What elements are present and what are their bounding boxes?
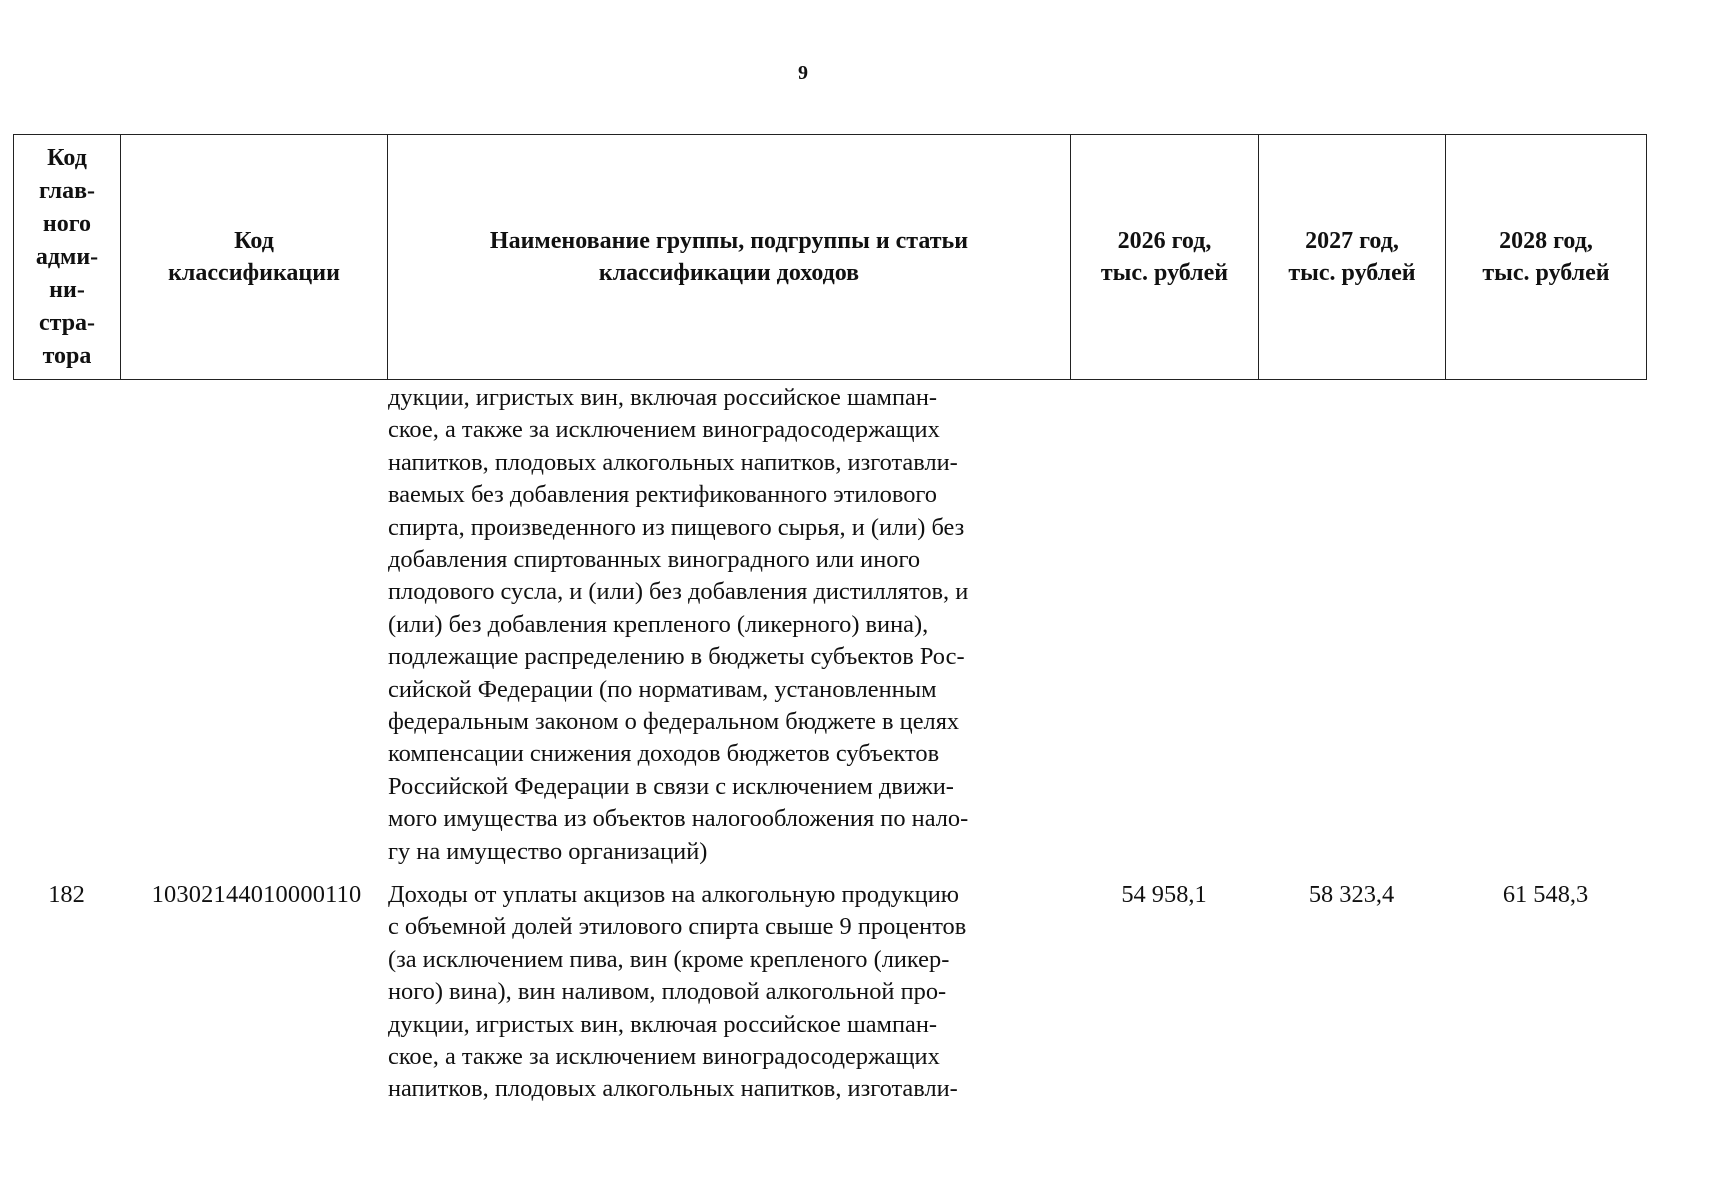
header-code-line: Код bbox=[234, 228, 274, 254]
description-line: мого имущества из объектов налогообложения по нало- bbox=[388, 805, 969, 833]
row-value-2026: 54 958,1 bbox=[1121, 881, 1207, 908]
header-2026-line: тыс. рублей bbox=[1100, 260, 1229, 286]
header-name bbox=[388, 135, 1071, 380]
continued-row-description bbox=[388, 382, 1078, 868]
description-line: ного) вина), вин наливом, плодовой алкогольной про- bbox=[388, 978, 947, 1006]
description-line: напитков, плодовых алкогольных напитков, изготавли- bbox=[388, 1075, 958, 1103]
header-admin-line: Код bbox=[47, 144, 87, 171]
description-line: дукции, игристых вин, включая российское шампан- bbox=[388, 1010, 938, 1038]
row-description bbox=[388, 879, 1078, 1106]
header-code-line: классификации bbox=[168, 260, 340, 286]
row-value-2027: 58 323,4 bbox=[1308, 881, 1395, 908]
header-2028-line: тыс. рублей bbox=[1482, 260, 1610, 286]
header-2026-line: 2026 год, bbox=[1117, 228, 1212, 254]
description-line: спирта, произведенного из пищевого сырья, и (или) без bbox=[388, 513, 965, 541]
description-line: подлежащие распределению в бюджеты субъектов Рос- bbox=[388, 643, 965, 671]
description-line: сийской Федерации (по нормативам, установленным bbox=[388, 675, 937, 703]
description-line: гу на имущество организаций) bbox=[388, 837, 708, 865]
description-line: Российской Федерации в связи с исключением движи- bbox=[388, 772, 954, 800]
description-line: ское, а также за исключением виноградосодержащих bbox=[388, 416, 940, 444]
header-admin-line: ни- bbox=[49, 276, 85, 303]
description-line: Доходы от уплаты акцизов на алкогольную продукцию bbox=[388, 881, 959, 908]
header-2027 bbox=[1259, 135, 1446, 380]
header-admin-line: тора bbox=[42, 342, 92, 369]
description-line: федеральным законом о федеральном бюджете в целях bbox=[388, 708, 960, 736]
description-line: напитков, плодовых алкогольных напитков, изготавли- bbox=[388, 448, 958, 476]
header-2028-line: 2028 год, bbox=[1499, 228, 1593, 254]
header-name-line: классификации доходов bbox=[598, 260, 860, 286]
row-classification-code: 10302144010000110 bbox=[151, 881, 362, 908]
header-admin-line: стра- bbox=[38, 309, 96, 336]
description-line: добавления спиртованных виноградного или иного bbox=[388, 546, 921, 574]
header-row bbox=[14, 135, 1647, 380]
description-line: ваемых без добавления ректификованного этилового bbox=[388, 481, 937, 509]
description-line: (или) без добавления крепленого (ликерного) вина), bbox=[388, 610, 929, 638]
description-line: компенсации снижения доходов бюджетов субъектов bbox=[388, 740, 940, 768]
table-header bbox=[13, 134, 1647, 380]
header-2026 bbox=[1071, 135, 1259, 380]
row-admin-code: 182 bbox=[48, 881, 85, 908]
description-line: (за исключением пива, вин (кроме крепленого (ликер- bbox=[388, 945, 950, 973]
header-admin-line: глав- bbox=[38, 177, 96, 204]
header-2027-line: 2027 год, bbox=[1305, 228, 1399, 254]
header-admin-line: адми- bbox=[35, 243, 99, 270]
description-line: дукции, игристых вин, включая российское шампан- bbox=[388, 384, 938, 411]
page-number: 9 bbox=[798, 62, 808, 84]
header-2027-line: тыс. рублей bbox=[1288, 260, 1416, 286]
header-classification-code bbox=[121, 135, 388, 380]
header-name-line: Наименование группы, подгруппы и статьи bbox=[489, 228, 969, 254]
description-line: с объемной долей этилового спирта свыше 9 процентов bbox=[388, 913, 967, 941]
header-admin-line: ного bbox=[42, 210, 92, 237]
description-line: плодового сусла, и (или) без добавления дистиллятов, и bbox=[388, 578, 969, 606]
header-2028 bbox=[1446, 135, 1647, 380]
header-admin-code bbox=[14, 135, 121, 380]
row-value-2028: 61 548,3 bbox=[1502, 881, 1589, 908]
description-line: ское, а также за исключением виноградосодержащих bbox=[388, 1043, 940, 1071]
